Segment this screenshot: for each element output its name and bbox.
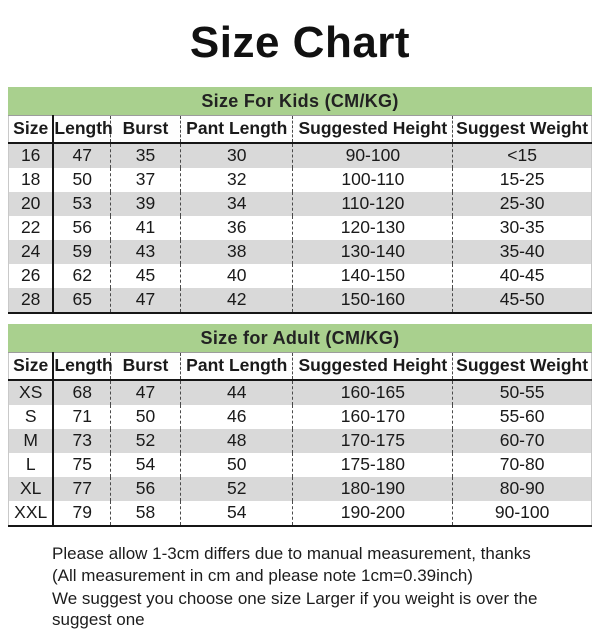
table-cell: 43 [111, 240, 181, 264]
table-cell: 160-170 [293, 405, 453, 429]
table-cell: 190-200 [293, 501, 453, 526]
table-row [9, 264, 592, 288]
table-cell: 16 [9, 143, 54, 168]
header-row [9, 353, 592, 381]
table-cell: 70-80 [453, 453, 592, 477]
table-cell: 41 [111, 216, 181, 240]
header-row [9, 116, 592, 144]
table-cell: 180-190 [293, 477, 453, 501]
page-title: Size Chart [8, 18, 592, 68]
table-cell: XXL [9, 501, 54, 526]
column-header: Size [9, 116, 54, 144]
table-cell: 80-90 [453, 477, 592, 501]
kids-size-table [8, 115, 592, 314]
table-cell: 30 [180, 143, 293, 168]
table-cell: 160-165 [293, 380, 453, 405]
table-cell: L [9, 453, 54, 477]
table-cell: 22 [9, 216, 54, 240]
table-cell: 130-140 [293, 240, 453, 264]
table-cell: 35 [111, 143, 181, 168]
column-header: Size [9, 353, 54, 381]
table-cell: 24 [9, 240, 54, 264]
column-header: Pant Length [180, 116, 293, 144]
table-row [9, 216, 592, 240]
column-header: Pant Length [180, 353, 293, 381]
table-cell: 28 [9, 288, 54, 313]
table-cell: 47 [111, 288, 181, 313]
note-line-1: Please allow 1-3cm differs due to manual measurement, thanks [52, 543, 592, 564]
table-cell: 39 [111, 192, 181, 216]
table-cell: 90-100 [293, 143, 453, 168]
table-cell: 50-55 [453, 380, 592, 405]
table-cell: 36 [180, 216, 293, 240]
table-cell: 44 [180, 380, 293, 405]
table-row [9, 168, 592, 192]
table-cell: 30-35 [453, 216, 592, 240]
table-cell: 47 [111, 380, 181, 405]
adult-size-section [8, 324, 592, 527]
table-cell: 140-150 [293, 264, 453, 288]
table-cell: 100-110 [293, 168, 453, 192]
table-row [9, 192, 592, 216]
table-cell: 48 [180, 429, 293, 453]
table-cell: 25-30 [453, 192, 592, 216]
adult-size-table [8, 352, 592, 527]
table-cell: 71 [53, 405, 110, 429]
table-cell: 65 [53, 288, 110, 313]
table-row [9, 380, 592, 405]
column-header: Burst [111, 116, 181, 144]
table-cell: 40-45 [453, 264, 592, 288]
table-cell: 79 [53, 501, 110, 526]
table-cell: 40 [180, 264, 293, 288]
table-row [9, 288, 592, 313]
table-cell: 35-40 [453, 240, 592, 264]
table-cell: 56 [53, 216, 110, 240]
column-header: Burst [111, 353, 181, 381]
table-cell: 175-180 [293, 453, 453, 477]
table-cell: 52 [111, 429, 181, 453]
table-cell: 32 [180, 168, 293, 192]
table-cell: 18 [9, 168, 54, 192]
table-cell: 54 [180, 501, 293, 526]
table-cell: <15 [453, 143, 592, 168]
table-cell: 50 [53, 168, 110, 192]
table-row [9, 453, 592, 477]
table-cell: XL [9, 477, 54, 501]
table-cell: 53 [53, 192, 110, 216]
column-header: Suggest Weight [453, 353, 592, 381]
note-line-2: (All measurement in cm and please note 1cm=0.39inch) [52, 565, 592, 586]
table-cell: XS [9, 380, 54, 405]
table-row [9, 240, 592, 264]
column-header: Length [53, 116, 110, 144]
table-cell: 46 [180, 405, 293, 429]
table-row [9, 405, 592, 429]
table-cell: 45-50 [453, 288, 592, 313]
table-row [9, 143, 592, 168]
table-cell: 20 [9, 192, 54, 216]
table-cell: 37 [111, 168, 181, 192]
table-cell: 170-175 [293, 429, 453, 453]
column-header: Suggest Weight [453, 116, 592, 144]
table-cell: 52 [180, 477, 293, 501]
kids-section-header: Size For Kids (CM/KG) [8, 87, 592, 115]
table-cell: 38 [180, 240, 293, 264]
table-cell: 56 [111, 477, 181, 501]
table-cell: 50 [111, 405, 181, 429]
column-header: Suggested Height [293, 353, 453, 381]
table-cell: 50 [180, 453, 293, 477]
kids-size-section [8, 87, 592, 314]
adult-section-header: Size for Adult (CM/KG) [8, 324, 592, 352]
table-cell: M [9, 429, 54, 453]
table-cell: 150-160 [293, 288, 453, 313]
measurement-notes [52, 543, 592, 630]
table-cell: 58 [111, 501, 181, 526]
column-header: Suggested Height [293, 116, 453, 144]
table-cell: 47 [53, 143, 110, 168]
column-header: Length [53, 353, 110, 381]
table-cell: 54 [111, 453, 181, 477]
table-cell: 110-120 [293, 192, 453, 216]
table-cell: S [9, 405, 54, 429]
table-cell: 62 [53, 264, 110, 288]
table-row [9, 477, 592, 501]
table-cell: 42 [180, 288, 293, 313]
table-cell: 60-70 [453, 429, 592, 453]
table-cell: 73 [53, 429, 110, 453]
table-cell: 45 [111, 264, 181, 288]
table-cell: 90-100 [453, 501, 592, 526]
table-cell: 34 [180, 192, 293, 216]
table-cell: 59 [53, 240, 110, 264]
note-line-3: We suggest you choose one size Larger if you weight is over the suggest one [52, 588, 592, 630]
table-cell: 26 [9, 264, 54, 288]
table-cell: 55-60 [453, 405, 592, 429]
table-cell: 77 [53, 477, 110, 501]
table-row [9, 501, 592, 526]
table-cell: 15-25 [453, 168, 592, 192]
table-cell: 75 [53, 453, 110, 477]
table-cell: 120-130 [293, 216, 453, 240]
table-row [9, 429, 592, 453]
table-cell: 68 [53, 380, 110, 405]
